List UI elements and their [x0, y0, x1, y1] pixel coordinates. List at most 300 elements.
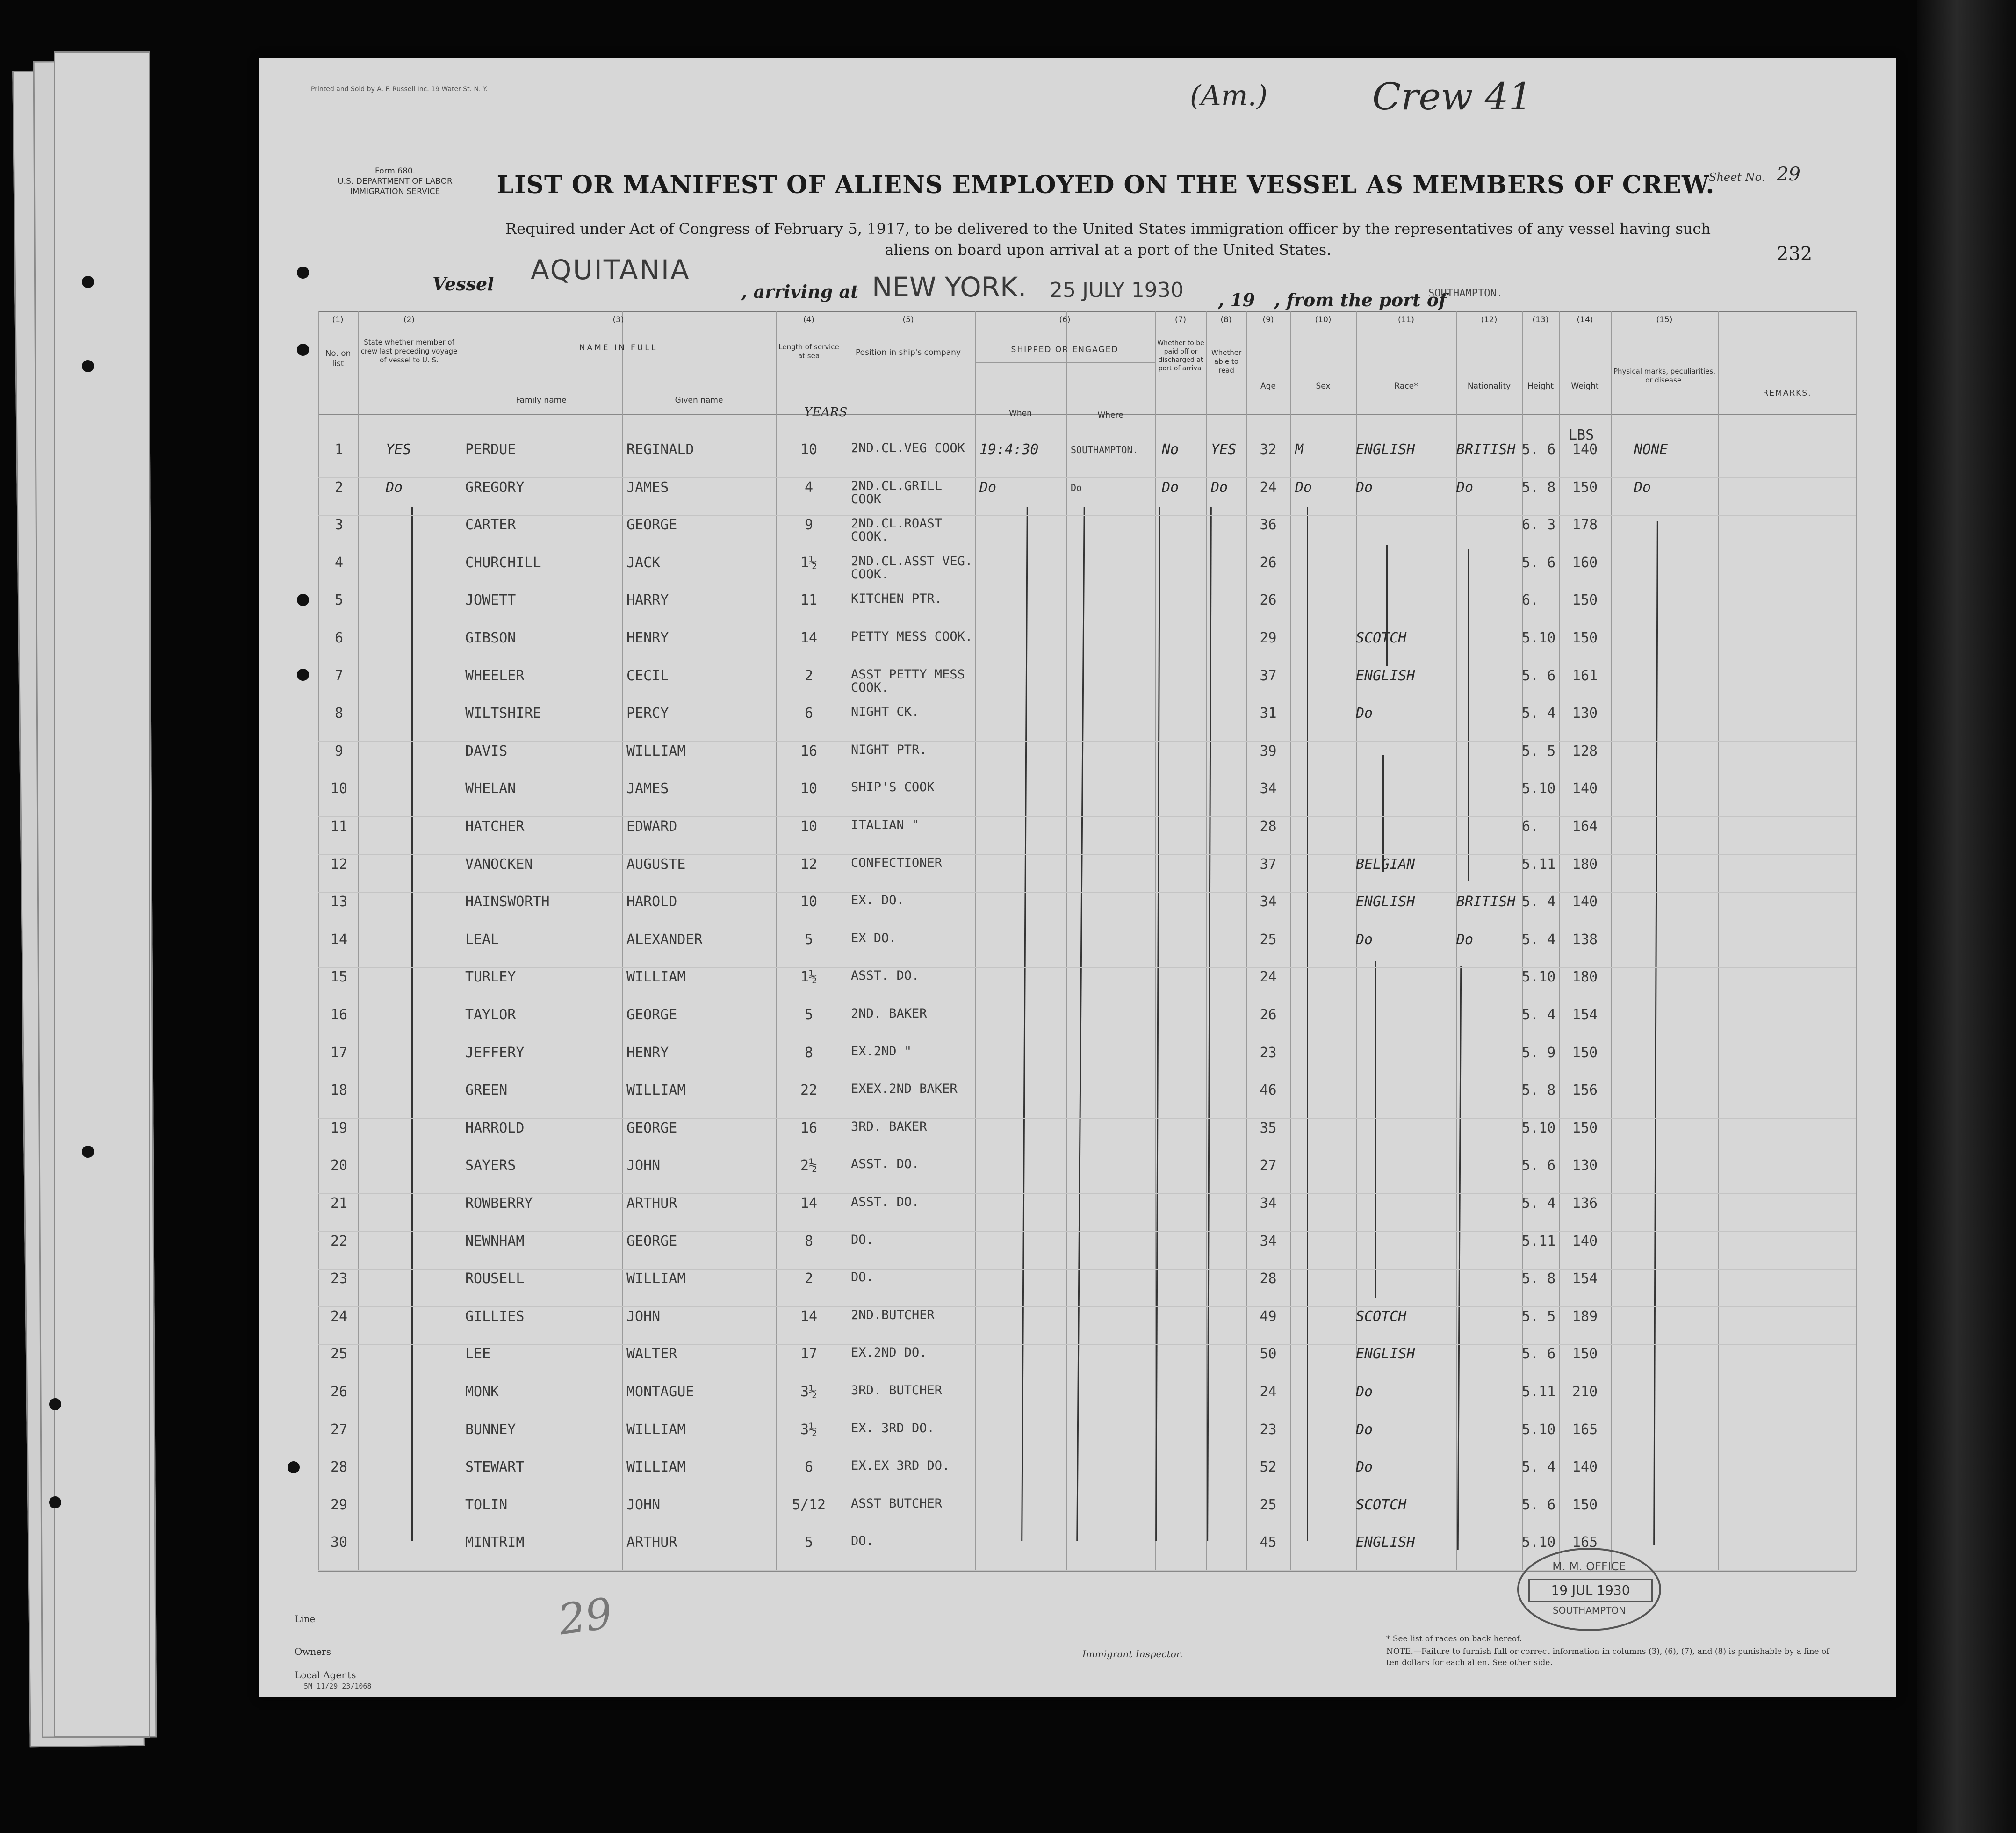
cell-position: ITALIAN " [851, 818, 920, 832]
cell-given: JOHN [626, 1496, 661, 1513]
cell-no: 10 [330, 780, 348, 797]
table-row [259, 592, 1896, 631]
row-rule [318, 1269, 1856, 1270]
header-state-whether: State whether member of crew last preceding voyage of vessel to U. S. [360, 338, 458, 364]
cell-height: 5. 6 [1522, 554, 1556, 571]
cell-read: Do [1211, 479, 1228, 496]
punch-hole [297, 344, 309, 356]
cell-service: 11 [800, 592, 818, 609]
header-able-read: Whether able to read [1211, 348, 1242, 375]
cell-given: WILLIAM [626, 1459, 686, 1476]
cell-weight: 150 [1572, 1119, 1598, 1136]
cell-position: ASST BUTCHER [851, 1496, 943, 1511]
cell-race: SCOTCH [1356, 1308, 1407, 1325]
table-row [259, 819, 1896, 857]
table-row [259, 1045, 1896, 1083]
cell-height: 5. 5 [1522, 743, 1556, 759]
top-handwriting-crew: Crew 41 [1372, 75, 1533, 118]
footer-agents-label: Local Agents [295, 1669, 356, 1681]
cell-weight: 150 [1572, 630, 1598, 646]
lbs-note: LBS [1569, 427, 1594, 443]
cell-prev: YES [386, 441, 411, 458]
cell-age: 28 [1260, 818, 1277, 835]
header-no-on-list: No. on list [325, 349, 351, 368]
cell-age: 35 [1260, 1119, 1277, 1136]
header-race: Race* [1394, 382, 1418, 391]
cell-height: 5. 4 [1522, 894, 1556, 910]
cell-service: 17 [800, 1346, 818, 1363]
sheet-number: 29 [1777, 164, 1800, 185]
cell-given: JOHN [626, 1157, 661, 1174]
row-rule [318, 816, 1856, 817]
cell-position: NIGHT CK. [851, 705, 920, 720]
service-label: IMMIGRATION SERVICE [350, 187, 440, 196]
cell-weight: 140 [1572, 894, 1598, 910]
cell-height: 5. 9 [1522, 1044, 1556, 1061]
cell-service: 6 [804, 1459, 814, 1476]
cell-position: ASST. DO. [851, 1157, 920, 1172]
failure-note: NOTE.—Failure to furnish full or correct information in columns (3), (6), (7), and (8) is punishable by a fine of ten dollars for each alien. See other side. [1386, 1647, 1829, 1667]
top-handwriting-am: (Am.) [1190, 79, 1268, 112]
cell-age: 34 [1260, 1195, 1277, 1212]
cell-no: 3 [334, 517, 344, 534]
cell-height: 6. [1522, 592, 1539, 609]
table-row [259, 781, 1896, 819]
cell-height: 6. 3 [1522, 517, 1556, 534]
table-row [259, 857, 1896, 895]
table-row [259, 1309, 1896, 1347]
cell-race: Do [1356, 1459, 1373, 1476]
cell-family: HAINSWORTH [465, 894, 550, 910]
col-num-4: (4) [803, 315, 815, 325]
footer-line-label: Line [295, 1613, 316, 1624]
header-age: Age [1260, 382, 1276, 391]
cell-given: JAMES [626, 479, 669, 496]
header-length-service: Length of service at sea [778, 343, 839, 360]
cell-position: ASST. DO. [851, 968, 920, 983]
row-rule [318, 741, 1856, 742]
cell-service: 10 [800, 441, 818, 458]
table-top-rule [318, 311, 1856, 312]
cell-service: 5 [804, 1534, 814, 1551]
cell-service: 22 [800, 1082, 818, 1099]
cell-weight: 150 [1572, 1496, 1598, 1513]
cell-family: TOLIN [465, 1496, 508, 1513]
punch-hole [49, 1496, 61, 1508]
from-label: , from the port of [1274, 289, 1447, 310]
cell-race: ENGLISH [1356, 894, 1415, 910]
table-row [259, 1422, 1896, 1460]
table-row [259, 1497, 1896, 1536]
printer-line: Printed and Sold by A. F. Russell Inc. 19 Water St. N. Y. [311, 86, 488, 93]
header-sex: Sex [1316, 382, 1331, 391]
manifest-sheet [259, 58, 1896, 1697]
cell-age: 50 [1260, 1346, 1277, 1363]
cell-where: SOUTHAMPTON. [1071, 444, 1138, 455]
cell-weight: 150 [1572, 592, 1598, 609]
cell-given: JOHN [626, 1308, 661, 1325]
cell-age: 34 [1260, 894, 1277, 910]
cell-no: 17 [330, 1044, 348, 1061]
header-where: Where [1097, 411, 1123, 420]
cell-no: 5 [334, 592, 344, 609]
cell-height: 5. 8 [1522, 1082, 1556, 1099]
cell-height: 5. 5 [1522, 1308, 1556, 1325]
cell-position: 2ND.CL.GRILL COOK [851, 478, 943, 506]
row-rule [318, 854, 1856, 855]
cell-position: 2ND.CL.ASST VEG. COOK. [851, 554, 973, 582]
table-row [259, 1158, 1896, 1196]
cell-age: 28 [1260, 1270, 1277, 1287]
cell-physical: Do [1634, 479, 1651, 496]
cell-height: 5.10 [1522, 1421, 1556, 1438]
cell-service: 1½ [800, 554, 818, 571]
cell-nationality: Do [1456, 931, 1474, 948]
cell-no: 14 [330, 931, 348, 948]
cell-given: ALEXANDER [626, 931, 703, 948]
cell-family: JEFFERY [465, 1044, 525, 1061]
cell-position: DO. [851, 1232, 874, 1247]
table-row [259, 480, 1896, 518]
cell-position: DO. [851, 1534, 874, 1549]
col-num-15: (15) [1656, 315, 1673, 325]
cell-service: 10 [800, 780, 818, 797]
cell-given: ARTHUR [626, 1534, 677, 1551]
cell-family: GREGORY [465, 479, 525, 496]
cell-age: 49 [1260, 1308, 1277, 1325]
race-note: * See list of races on back hereof. [1386, 1634, 1522, 1644]
cell-height: 5. 6 [1522, 1346, 1556, 1363]
cell-no: 21 [330, 1195, 348, 1212]
cell-race: Do [1356, 479, 1373, 496]
table-row [259, 1196, 1896, 1234]
header-nationality: Nationality [1467, 382, 1511, 391]
cell-no: 13 [330, 894, 348, 910]
cell-family: GREEN [465, 1082, 508, 1099]
punch-hole [82, 360, 94, 372]
cell-no: 18 [330, 1082, 348, 1099]
cell-paid: Do [1162, 479, 1179, 496]
cell-age: 34 [1260, 1233, 1277, 1249]
cell-weight: 138 [1572, 931, 1598, 948]
vessel-name: AQUITANIA [531, 254, 691, 286]
cell-family: PERDUE [465, 441, 516, 458]
punch-hole [82, 276, 94, 288]
col-num-12: (12) [1481, 315, 1498, 325]
cell-no: 28 [330, 1459, 348, 1476]
cell-no: 27 [330, 1421, 348, 1438]
cell-service: 12 [800, 856, 818, 873]
cell-age: 31 [1260, 705, 1277, 722]
cell-given: HENRY [626, 630, 669, 646]
cell-position: KITCHEN PTR. [851, 592, 943, 606]
cell-age: 24 [1260, 969, 1277, 986]
cell-position: EX.2ND " [851, 1044, 912, 1059]
cell-family: MINTRIM [465, 1534, 525, 1551]
cell-family: GILLIES [465, 1308, 525, 1325]
header-family-name: Family name [516, 396, 567, 405]
cell-family: SAYERS [465, 1157, 516, 1174]
cell-height: 5. 6 [1522, 1496, 1556, 1513]
cell-given: HARRY [626, 592, 669, 609]
years-note: YEARS [804, 405, 848, 419]
cell-service: 14 [800, 1195, 818, 1212]
cell-paid: No [1162, 441, 1179, 458]
cell-weight: 160 [1572, 554, 1598, 571]
cell-family: GIBSON [465, 630, 516, 646]
cell-given: JACK [626, 554, 661, 571]
cell-given: JAMES [626, 780, 669, 797]
cell-family: CHURCHILL [465, 554, 541, 571]
form-number: Form 680. [374, 166, 416, 176]
cell-family: VANOCKEN [465, 856, 533, 873]
shipped-subrule [975, 362, 1155, 363]
cell-position: EX. 3RD DO. [851, 1421, 935, 1436]
row-rule [318, 1306, 1856, 1307]
page-number: 232 [1777, 243, 1813, 265]
table-row [259, 1082, 1896, 1121]
cell-height: 5. 4 [1522, 1459, 1556, 1476]
cell-when: 19:4:30 [979, 441, 1039, 458]
cell-service: 10 [800, 894, 818, 910]
cell-given: WILLIAM [626, 743, 686, 759]
header-position: Position in ship's company [856, 348, 961, 357]
cell-position: 2ND.BUTCHER [851, 1307, 935, 1322]
page-edge-shadow [1917, 0, 2016, 1833]
cell-weight: 130 [1572, 705, 1598, 722]
cell-service: 2 [804, 667, 814, 684]
cell-race: ENGLISH [1356, 1346, 1415, 1363]
cell-service: 4 [804, 479, 814, 496]
cell-age: 45 [1260, 1534, 1277, 1551]
cell-position: SHIP'S COOK [851, 780, 935, 795]
cell-no: 2 [334, 479, 344, 496]
cell-given: WILLIAM [626, 969, 686, 986]
row-rule [318, 1193, 1856, 1194]
table-row [259, 932, 1896, 970]
cell-given: GEORGE [626, 517, 677, 534]
row-rule [318, 477, 1856, 478]
cell-age: 24 [1260, 1384, 1277, 1400]
stamp-date: 19 JUL 1930 [1528, 1579, 1653, 1602]
subtitle-line-2: aliens on board upon arrival at a port of the United States. [885, 241, 1332, 259]
cell-no: 16 [330, 1007, 348, 1023]
cell-family: CARTER [465, 517, 516, 534]
cell-family: HATCHER [465, 818, 525, 835]
cell-height: 5. 6 [1522, 441, 1556, 458]
cell-no: 25 [330, 1346, 348, 1363]
row-rule [318, 967, 1856, 968]
cell-height: 5. 8 [1522, 479, 1556, 496]
punch-hole [49, 1398, 61, 1410]
cell-weight: 130 [1572, 1157, 1598, 1174]
cell-family: NEWNHAM [465, 1233, 525, 1249]
cell-age: 34 [1260, 780, 1277, 797]
cell-given: WILLIAM [626, 1270, 686, 1287]
cell-position: EXEX.2ND BAKER [851, 1082, 958, 1097]
stamp-bottom-text: SOUTHAMPTON [1552, 1605, 1626, 1616]
row-rule [318, 1231, 1856, 1232]
stacked-sheet [54, 51, 150, 1738]
cell-no: 7 [334, 667, 344, 684]
cell-service: 16 [800, 743, 818, 759]
cell-age: 26 [1260, 592, 1277, 609]
cell-no: 23 [330, 1270, 348, 1287]
cell-given: PERCY [626, 705, 669, 722]
cell-height: 5.11 [1522, 856, 1556, 873]
cell-no: 11 [330, 818, 348, 835]
table-row [259, 1271, 1896, 1309]
cell-no: 8 [334, 705, 344, 722]
cell-position: ASST. DO. [851, 1195, 920, 1209]
cell-position: PETTY MESS COOK. [851, 629, 973, 644]
cell-no: 22 [330, 1233, 348, 1249]
subtitle-line-1: Required under Act of Congress of February 5, 1917, to be delivered to the United States immigration officer by the representatives of any vessel having such [505, 220, 1711, 238]
table-row [259, 706, 1896, 744]
cell-given: AUGUSTE [626, 856, 686, 873]
header-name-in-full: NAME IN FULL [579, 343, 658, 353]
table-row [259, 1384, 1896, 1422]
cell-height: 5.10 [1522, 969, 1556, 986]
cell-weight: 180 [1572, 969, 1598, 986]
arriving-label: , arriving at [741, 281, 859, 302]
cell-age: 27 [1260, 1157, 1277, 1174]
table-row [259, 555, 1896, 593]
cell-where: Do [1071, 482, 1082, 493]
cell-family: HARROLD [465, 1119, 525, 1136]
cell-family: WILTSHIRE [465, 705, 541, 722]
cell-prev: Do [386, 479, 403, 496]
cell-service: 6 [804, 705, 814, 722]
department-label: U.S. DEPARTMENT OF LABOR [338, 177, 453, 186]
cell-position: EX. DO. [851, 893, 904, 908]
cell-no: 24 [330, 1308, 348, 1325]
office-stamp [1517, 1548, 1661, 1631]
cell-race: ENGLISH [1356, 1534, 1415, 1551]
cell-age: 25 [1260, 1496, 1277, 1513]
header-paid-off: Whether to be paid off or discharged at port of arrival [1157, 339, 1204, 372]
cell-height: 5. 4 [1522, 705, 1556, 722]
cell-family: TAYLOR [465, 1007, 516, 1023]
cell-sex: M [1295, 441, 1304, 458]
cell-nationality: BRITISH [1456, 441, 1516, 458]
col-num-10: (10) [1315, 315, 1332, 325]
cell-race: Do [1356, 931, 1373, 948]
header-height: Height [1527, 382, 1554, 391]
cell-weight: 140 [1572, 780, 1598, 797]
cell-race: Do [1356, 1421, 1373, 1438]
cell-service: 5 [804, 1007, 814, 1023]
row-rule [318, 892, 1856, 893]
stamp-top-text: M. M. OFFICE [1552, 1560, 1626, 1573]
cell-service: 9 [804, 517, 814, 534]
cell-service: 16 [800, 1119, 818, 1136]
table-row [259, 894, 1896, 932]
cell-no: 9 [334, 743, 344, 759]
header-weight: Weight [1571, 382, 1599, 391]
cell-position: ASST PETTY MESS COOK. [851, 667, 965, 695]
cell-weight: 150 [1572, 479, 1598, 496]
cell-position: CONFECTIONER [851, 855, 943, 870]
cell-weight: 136 [1572, 1195, 1598, 1212]
cell-service: 8 [804, 1233, 814, 1249]
cell-age: 24 [1260, 479, 1277, 496]
cell-position: 2ND. BAKER [851, 1006, 927, 1021]
cell-height: 6. [1522, 818, 1539, 835]
col-num-13: (13) [1532, 315, 1549, 325]
cell-family: DAVIS [465, 743, 508, 759]
cell-age: 52 [1260, 1459, 1277, 1476]
cell-race: ENGLISH [1356, 441, 1415, 458]
inspector-label: Immigrant Inspector. [1082, 1648, 1183, 1660]
table-row [259, 1459, 1896, 1498]
year-label: , 19 [1218, 289, 1255, 310]
cell-family: MONK [465, 1384, 499, 1400]
from-port: SOUTHAMPTON. [1428, 288, 1503, 299]
col-num-5: (5) [902, 315, 914, 325]
cell-given: HENRY [626, 1044, 669, 1061]
cell-race: Do [1356, 1384, 1373, 1400]
cell-weight: 128 [1572, 743, 1598, 759]
cell-given: GEORGE [626, 1233, 677, 1249]
col-num-8: (8) [1220, 315, 1232, 325]
cell-family: TURLEY [465, 969, 516, 986]
cell-height: 5. 6 [1522, 1157, 1556, 1174]
cell-race: Do [1356, 705, 1373, 722]
cell-service: 3½ [800, 1421, 818, 1438]
col-num-2: (2) [403, 315, 415, 325]
cell-nationality: Do [1456, 479, 1474, 496]
cell-position: EX.2ND DO. [851, 1345, 927, 1360]
cell-service: 2½ [800, 1157, 818, 1174]
cell-age: 39 [1260, 743, 1277, 759]
cell-family: STEWART [465, 1459, 525, 1476]
table-row [259, 630, 1896, 669]
cell-no: 19 [330, 1119, 348, 1136]
cell-service: 8 [804, 1044, 814, 1061]
cell-family: WHEELER [465, 667, 525, 684]
cell-no: 29 [330, 1496, 348, 1513]
cell-no: 30 [330, 1534, 348, 1551]
cell-height: 5. 4 [1522, 931, 1556, 948]
cell-height: 5.10 [1522, 630, 1556, 646]
cell-given: GEORGE [626, 1119, 677, 1136]
cell-weight: 165 [1572, 1421, 1598, 1438]
sheet-label: Sheet No. [1709, 171, 1765, 184]
cell-given: EDWARD [626, 818, 677, 835]
cell-family: ROUSELL [465, 1270, 525, 1287]
cell-weight: 140 [1572, 1459, 1598, 1476]
cell-height: 5.10 [1522, 1119, 1556, 1136]
cell-when: Do [979, 479, 997, 496]
cell-weight: 180 [1572, 856, 1598, 873]
cell-nationality: BRITISH [1456, 894, 1516, 910]
binder-strip [12, 51, 180, 1782]
cell-height: 5. 4 [1522, 1195, 1556, 1212]
cell-no: 1 [334, 441, 344, 458]
cell-service: 1½ [800, 969, 818, 986]
cell-family: JOWETT [465, 592, 516, 609]
cell-position: 2ND.CL.VEG COOK [851, 441, 965, 455]
header-when: When [1009, 409, 1032, 418]
cell-service: 14 [800, 1308, 818, 1325]
cell-weight: 164 [1572, 818, 1598, 835]
cell-race: BELGIAN [1356, 856, 1415, 873]
cell-service: 14 [800, 630, 818, 646]
cell-family: LEAL [465, 931, 499, 948]
cell-weight: 150 [1572, 1044, 1598, 1061]
cell-height: 5.10 [1522, 780, 1556, 797]
